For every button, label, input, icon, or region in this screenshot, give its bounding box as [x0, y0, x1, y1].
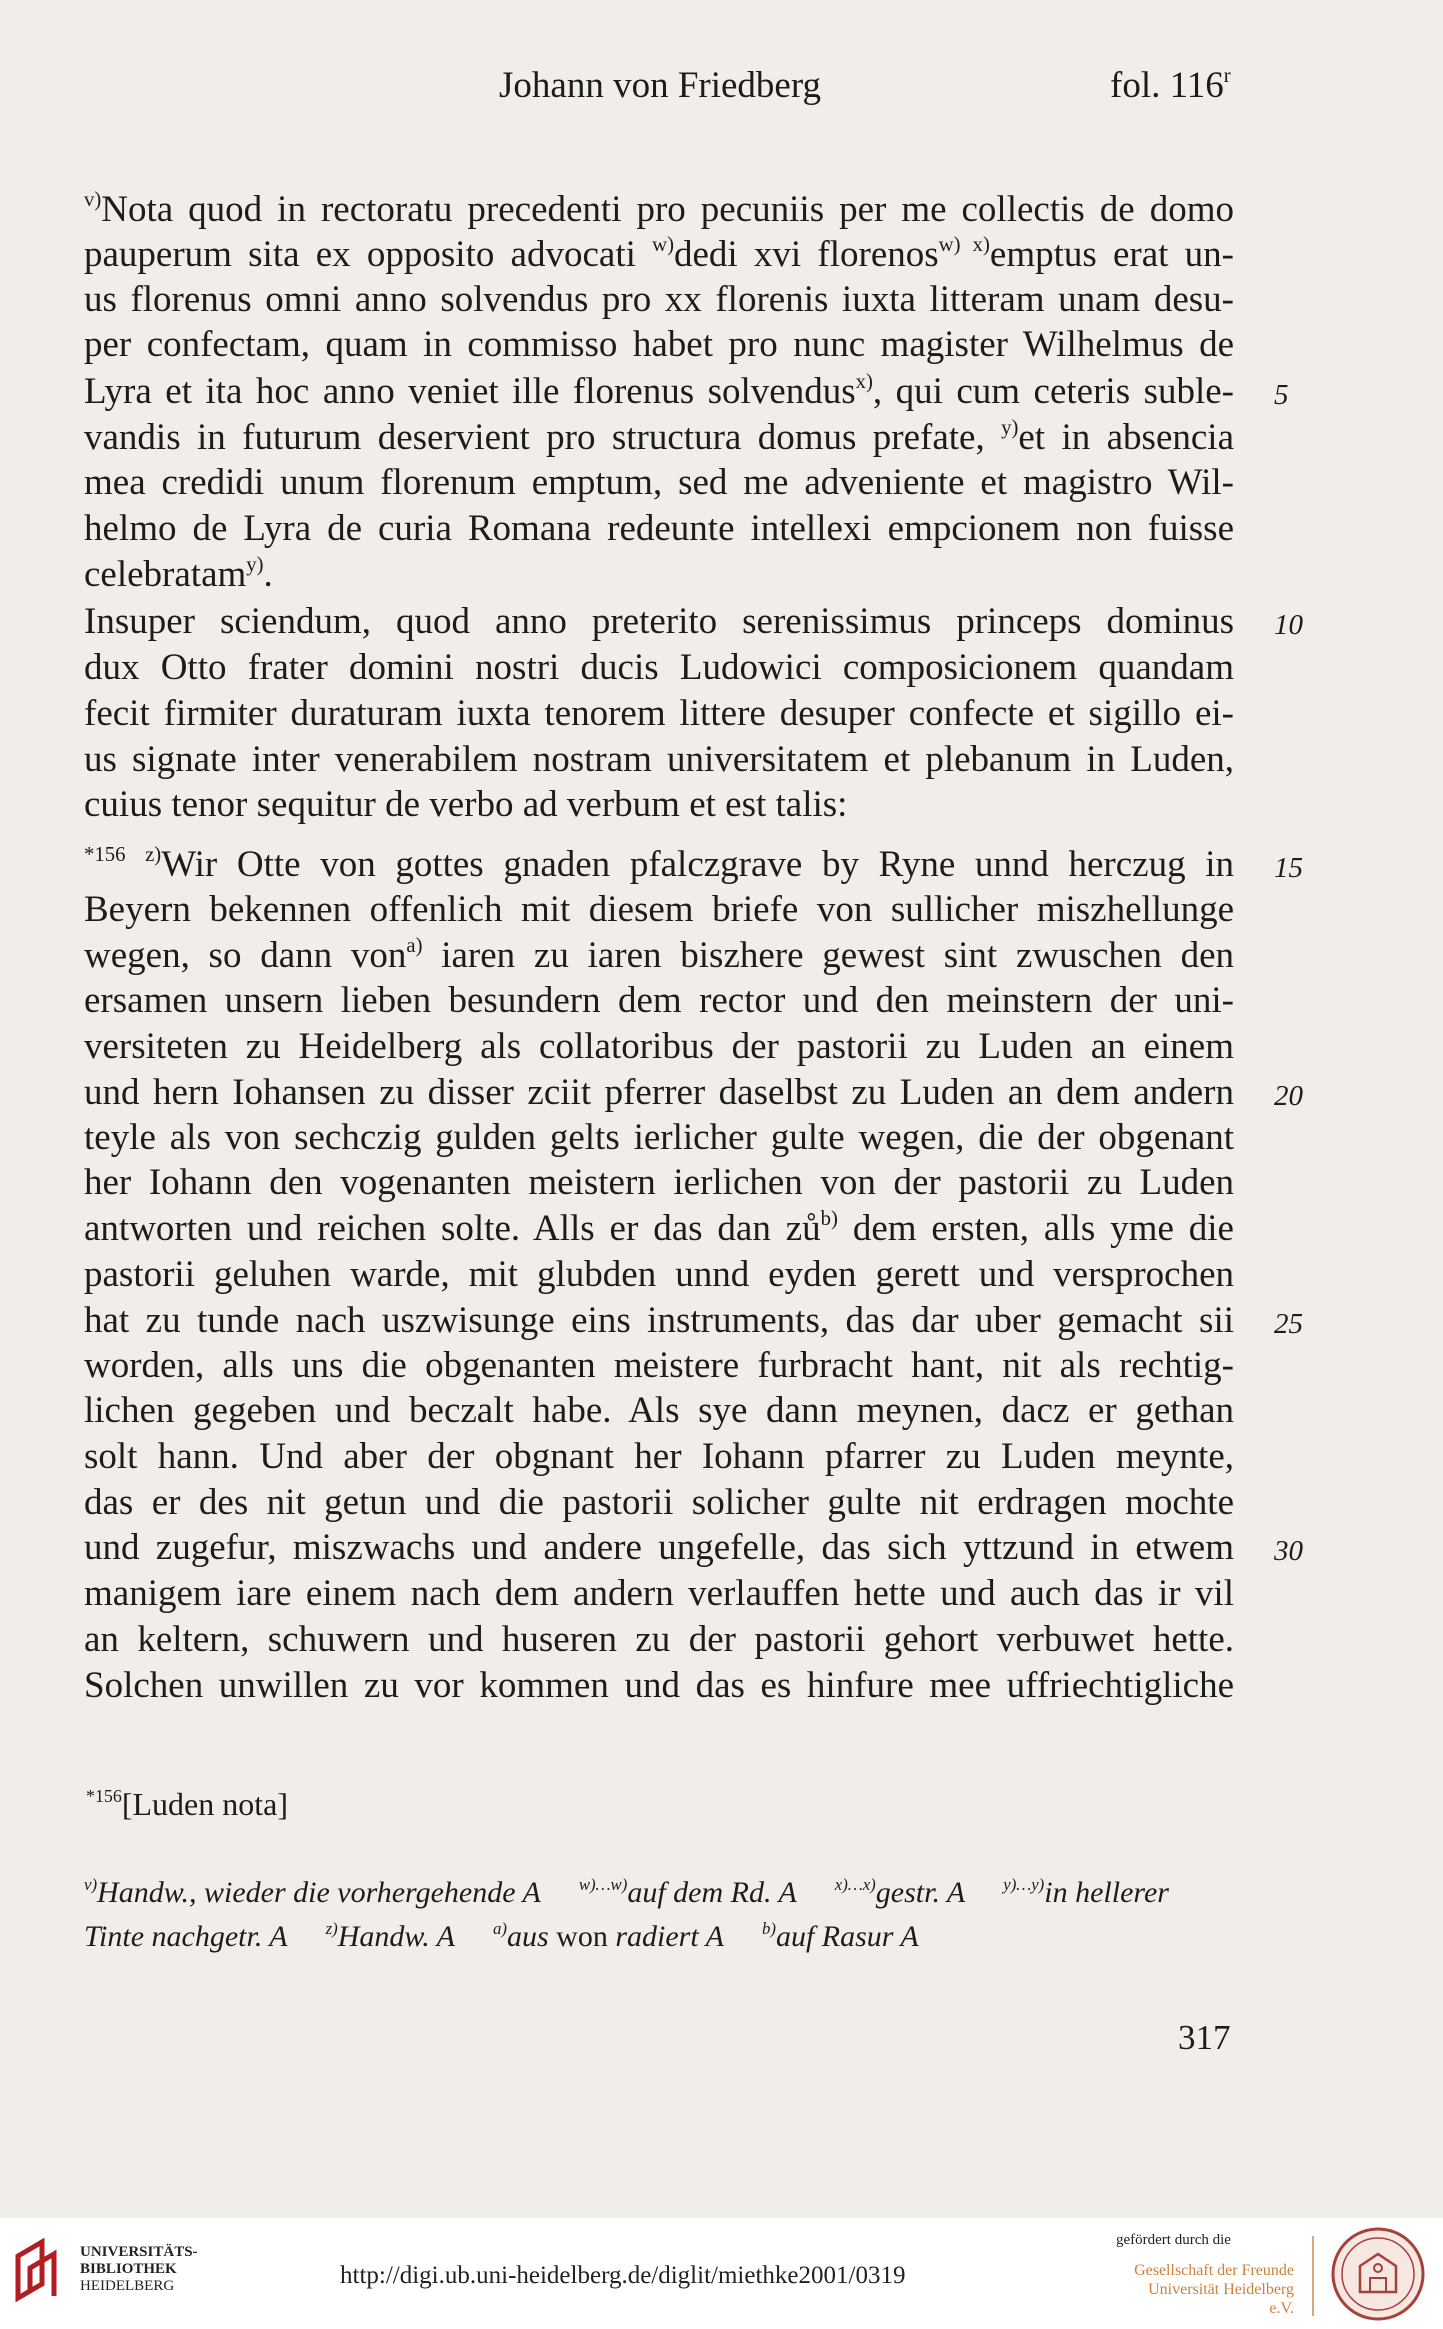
library-name [80, 2244, 198, 2295]
text-line [84, 415, 1234, 461]
text-line [84, 1480, 1234, 1526]
text-line [84, 1663, 1234, 1709]
text-run: Beyern bekennen offenlich mit diesem briefe von sullicher miszhellunge [84, 889, 1234, 930]
text-line [84, 842, 1234, 888]
text-run: auf Rasur A [775, 1920, 919, 1953]
footnote-marker: b) [761, 1918, 776, 1938]
text-run: lichen gegeben und beczalt habe. Als sye dann meynen, dacz er gethan [84, 1390, 1234, 1431]
marginal-note [86, 1786, 288, 1823]
sponsor-line-1: Gesellschaft der Freunde [1134, 2262, 1294, 2279]
text-run: versiteten zu Heidelberg als collatoribus der pastorii zu Luden an einem [84, 1026, 1234, 1067]
footnote-marker: a) [492, 1918, 507, 1938]
text-run: worden, alls uns die obgenanten meistere furbracht hant, nit als rechtig- [84, 1345, 1234, 1386]
footnote-marker: y) [246, 554, 264, 577]
line-number: 15 [1274, 852, 1303, 884]
library-line-1: UNIVERSITÄTS- [80, 2244, 198, 2260]
funded-by-label: gefördert durch die [1116, 2232, 1231, 2248]
footnote-marker: *156 [84, 844, 126, 867]
line-number: 25 [1274, 1308, 1303, 1340]
text-run: pauperum sita ex opposito advocati [84, 234, 653, 275]
text-line [84, 1525, 1234, 1571]
text-line [84, 1206, 1234, 1252]
text-line [84, 1617, 1234, 1663]
running-title: Johann von Friedberg [499, 65, 821, 106]
text-run: auf dem Rd. A [627, 1876, 797, 1909]
text-run: und hern Iohansen zu disser zciit pferrer daselbst zu Luden an dem andern [84, 1072, 1234, 1113]
line-number: 5 [1274, 379, 1289, 411]
text-run: teyle als von sechczig gulden gelts ierlicher gulte wegen, die der obgenant [84, 1117, 1234, 1158]
sponsor-name [1124, 2261, 1294, 2318]
text-line [84, 277, 1234, 323]
text-run: Insuper sciendum, quod anno preterito serenissimus princeps dominus [84, 601, 1234, 642]
footnote-marker: z) [325, 1918, 338, 1938]
footer-divider [1312, 2236, 1314, 2316]
text-line [84, 645, 1234, 691]
text-run: per confectam, quam in commisso habet pro nunc magister Wilhelmus de [84, 324, 1234, 365]
text-run: . [263, 554, 273, 595]
line-number: 10 [1274, 609, 1303, 641]
text-line [84, 782, 1234, 828]
text-line [84, 887, 1234, 933]
text-run: helmo de Lyra de curia Romana redeunte intellexi empcionem non fuisse [84, 508, 1234, 549]
text-run: das er des nit getun und die pastorii solicher gulte nit erdragen mochte [84, 1482, 1234, 1523]
text-run: us florenus omni anno solvendus pro xx florenis iuxta litteram unam desu- [84, 279, 1234, 320]
line-number: 30 [1274, 1535, 1303, 1567]
text-run: dedi xvi florenos [673, 234, 939, 275]
apparatus-line [84, 1876, 1234, 1910]
page-number: 317 [1178, 2018, 1231, 2057]
text-run: solt hann. Und aber der obgnant her Iohann pfarrer zu Luden meynte, [84, 1436, 1234, 1477]
footnote-marker: w)…w) [578, 1874, 628, 1894]
text-line [84, 322, 1234, 368]
text-run: Solchen unwillen zu vor kommen und das es hinfure mee uffriechtigliche [84, 1665, 1234, 1706]
text-run: emptus erat un- [989, 234, 1234, 275]
text-line [84, 737, 1234, 783]
footnote-marker: a) [406, 935, 423, 958]
text-run: her Iohann den vogenanten meistern ierlichen von der pastorii zu Luden [84, 1162, 1234, 1203]
text-line [84, 506, 1234, 552]
folio-reference [1110, 64, 1231, 107]
line-number: 20 [1274, 1080, 1303, 1112]
text-run: Handw., wieder die vorhergehende A [97, 1876, 541, 1909]
text-run: antworten und reichen solte. Alls er das dan zů [84, 1208, 821, 1249]
source-url-link[interactable]: http://digi.ub.uni-heidelberg.de/diglit/miethke2001/0319 [340, 2262, 906, 2289]
footnote-marker: w) x) [938, 234, 990, 257]
note-marker: *156 [86, 1786, 122, 1807]
text-run: cuius tenor sequitur de verbo ad verbum et est talis: [84, 784, 848, 825]
text-run: mea credidi unum florenum emptum, sed me adveniente et magistro Wil- [84, 462, 1234, 503]
footnote-marker: z) [145, 844, 162, 867]
library-line-2: BIBLIOTHEK [80, 2261, 177, 2277]
footnote-marker: x) [855, 371, 873, 394]
text-run: pastorii geluhen warde, mit glubden unnd eyden gerett und versprochen [84, 1254, 1234, 1295]
folio-side: r [1223, 65, 1231, 88]
text-run: , qui cum ceteris suble- [872, 371, 1235, 412]
text-run: dem ersten, alls yme die [837, 1208, 1234, 1249]
text-line [84, 232, 1234, 278]
text-run: manigem iare einem nach dem andern verlauffen hette und auch das ir vil [84, 1573, 1234, 1614]
text-line [84, 1070, 1234, 1116]
text-run: an keltern, schuwern und huseren zu der pastorii gehort verbuwet hette. [84, 1619, 1234, 1660]
text-line [84, 1571, 1234, 1617]
text-run: gestr. A [875, 1876, 966, 1909]
text-run: dux Otto frater domini nostri ducis Ludowici composicionem quandam [84, 647, 1234, 688]
folio-label: fol. 116 [1110, 65, 1224, 106]
text-run: radiert A [607, 1920, 724, 1953]
text-run: Wir Otte von gottes gnaden pfalczgrave by Ryne unnd herczug in [161, 844, 1235, 885]
footnote-marker: b) [820, 1208, 838, 1231]
text-run: Tinte nachgetr. A [84, 1920, 288, 1953]
text-run: vandis in futurum deservient pro structura domus prefate, [84, 417, 1002, 458]
library-line-3: HEIDELBERG [80, 2278, 175, 2294]
text-run: ersamen unsern lieben besundern dem rector und den meinstern der uni- [84, 980, 1234, 1021]
library-logo-icon [14, 2238, 60, 2302]
text-run: fecit firmiter duraturam iuxta tenorem littere desuper confecte et sigillo ei- [84, 693, 1234, 734]
text-line [84, 1115, 1234, 1161]
text-run: iaren zu iaren biszhere gewest sint zwuschen den [422, 935, 1235, 976]
text-run: Lyra et ita hoc anno veniet ille florenus solvendus [84, 371, 856, 412]
text-run: celebratam [84, 554, 247, 595]
text-line [84, 1298, 1234, 1344]
text-line [84, 187, 1234, 233]
text-line [84, 1343, 1234, 1389]
footnote-marker: y)…y) [1003, 1874, 1045, 1894]
text-line [84, 1252, 1234, 1298]
text-run: us signate inter venerabilem nostram universitatem et plebanum in Luden, [84, 739, 1234, 780]
text-run: Nota quod in rectoratu precedenti pro pecuniis per me collectis de domo [101, 189, 1234, 230]
sponsor-line-2: Universität Heidelberg e.V. [1148, 2281, 1294, 2317]
text-line [84, 978, 1234, 1024]
roman-word: won [556, 1920, 608, 1953]
note-text: [Luden nota] [121, 1786, 288, 1822]
text-run: hat zu tunde nach uszwisunge eins instruments, das dar uber gemacht sii [84, 1300, 1234, 1341]
text-run: und zugefur, miszwachs und andere ungefelle, das sich yttzund in etwem [84, 1527, 1234, 1568]
text-run: wegen, so dann von [84, 935, 407, 976]
text-run: aus [506, 1920, 557, 1953]
footnote-marker: v) [84, 1874, 98, 1894]
text-line [84, 1434, 1234, 1480]
text-line [84, 933, 1234, 979]
text-line [84, 1160, 1234, 1206]
text-line [84, 1024, 1234, 1070]
text-line [84, 369, 1234, 415]
text-run: et in absencia [1018, 417, 1234, 458]
university-seal-icon [1330, 2226, 1426, 2322]
text-line [84, 691, 1234, 737]
footnote-marker: y) [1001, 417, 1019, 440]
text-line [84, 1388, 1234, 1434]
apparatus-line [84, 1920, 1234, 1954]
text-run [125, 844, 145, 885]
footnote-marker: w) [652, 234, 674, 257]
text-line [84, 599, 1234, 645]
text-run: in hellerer [1044, 1876, 1169, 1909]
text-line [84, 552, 1234, 598]
text-line [84, 460, 1234, 506]
footnote-marker: v) [84, 189, 102, 212]
footnote-marker: x)…x) [834, 1874, 876, 1894]
text-run: Handw. A [337, 1920, 455, 1953]
